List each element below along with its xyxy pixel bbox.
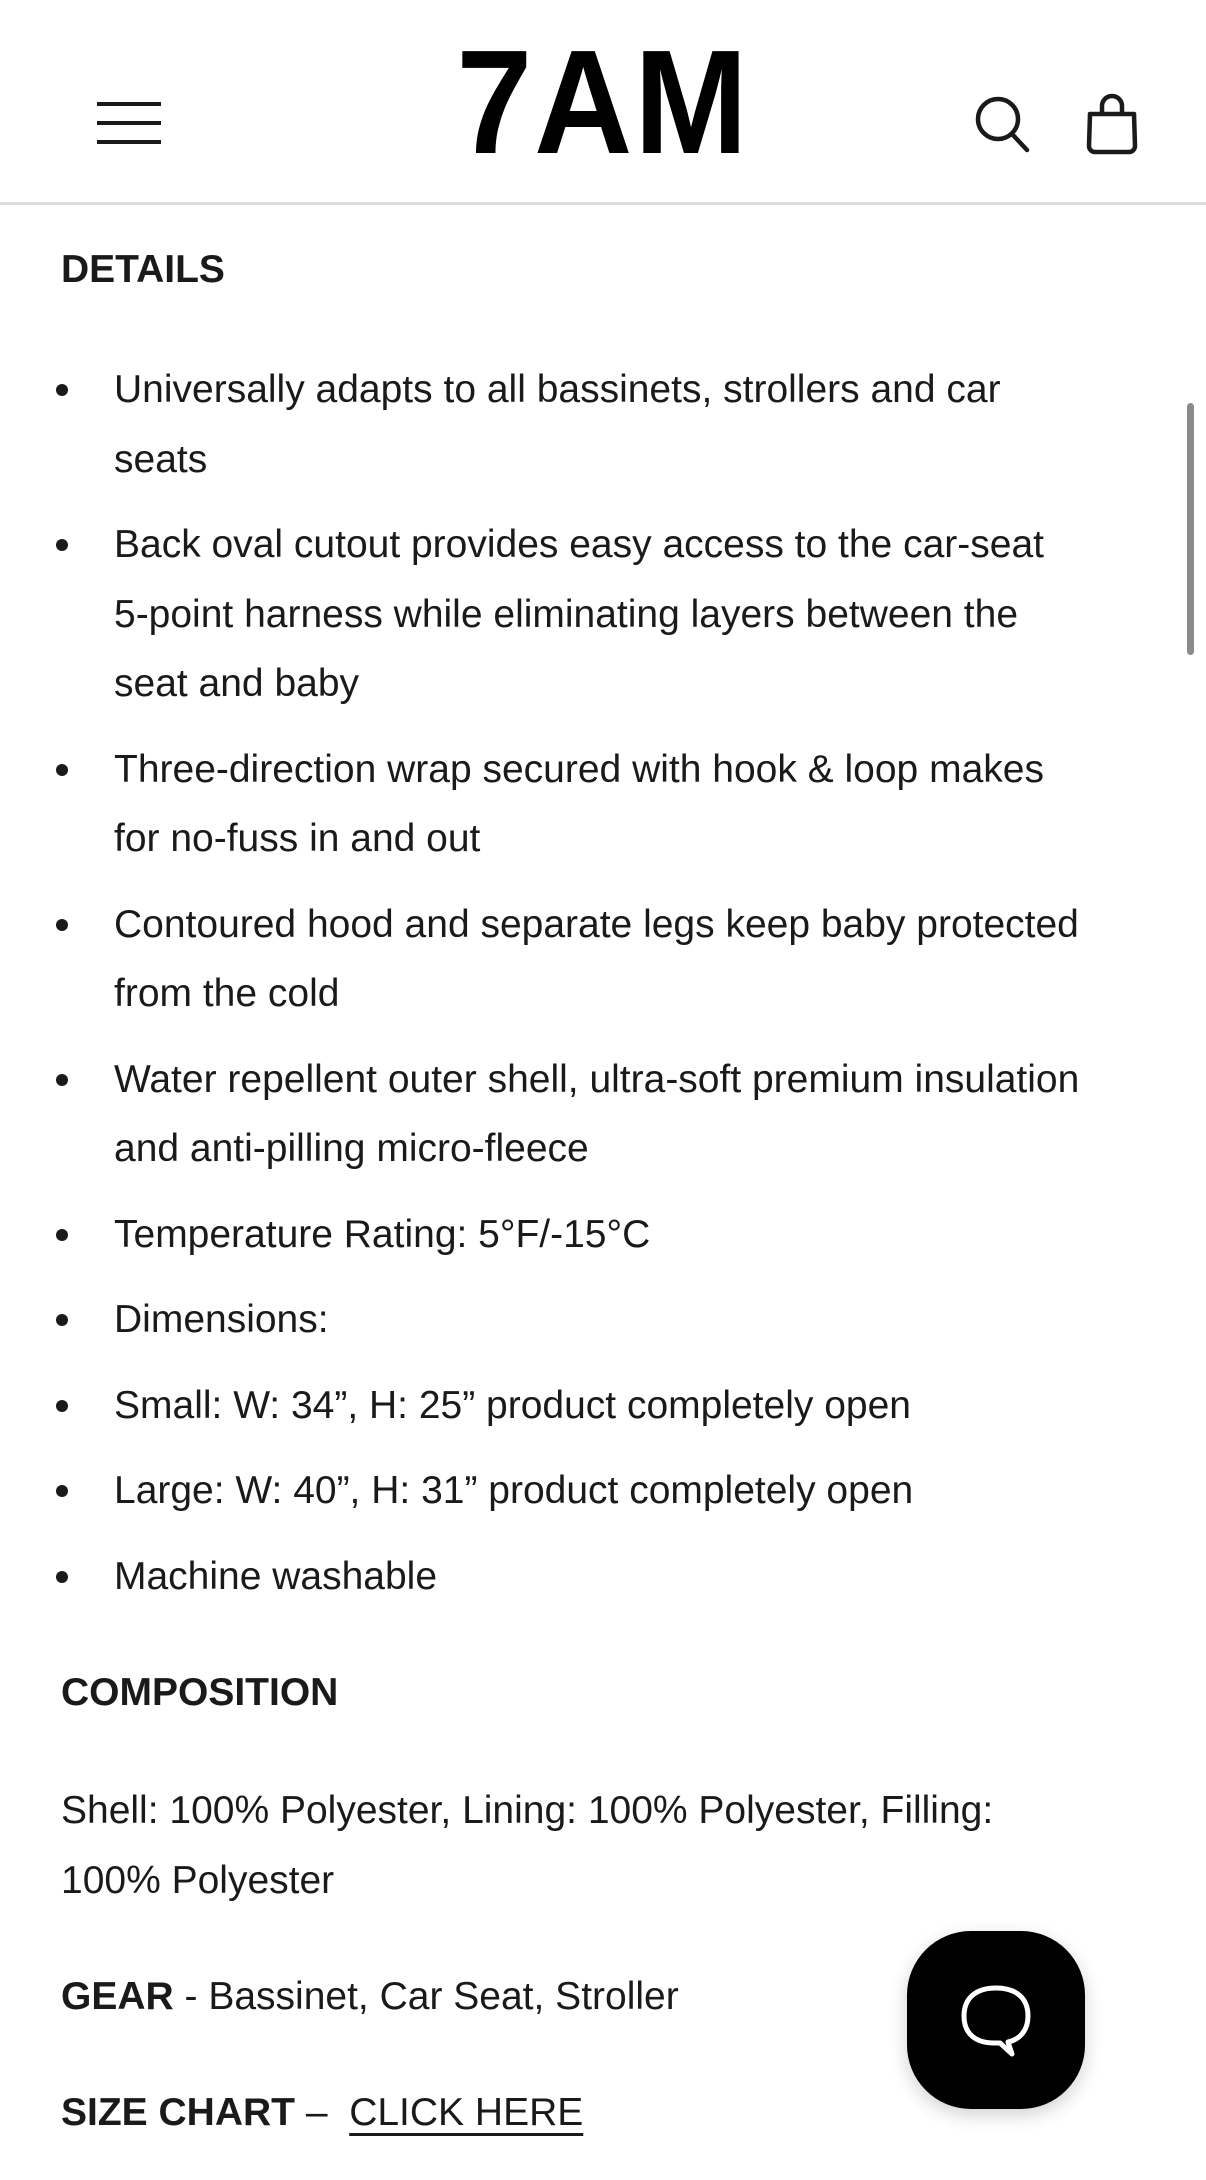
list-item: Back oval cutout provides easy access to the car-seat 5-point harness while eliminating layers between the seat and baby [0, 510, 1085, 719]
size-chart-separator: – [295, 2091, 350, 2134]
list-item: Three-direction wrap secured with hook & loop makes for no-fuss in and out [0, 735, 1085, 874]
list-item: Water repellent outer shell, ultra-soft premium insulation and anti-pilling micro-fleece [0, 1045, 1085, 1184]
details-heading: DETAILS [61, 248, 225, 291]
list-item: Large: W: 40”, H: 31” product completely open [0, 1456, 1085, 1526]
logo[interactable]: 7AM [456, 20, 750, 185]
gear-label: GEAR [61, 1975, 174, 2018]
composition-text: Shell: 100% Polyester, Lining: 100% Polyester, Filling: 100% Polyester [61, 1789, 994, 1902]
list-item: Contoured hood and separate legs keep baby protected from the cold [0, 890, 1085, 1029]
details-list [0, 355, 1085, 1627]
list-item: Temperature Rating: 5°F/-15°C [0, 1200, 1085, 1270]
list-item: Small: W: 34”, H: 25” product completely open [0, 1371, 1085, 1441]
shopping-bag-icon[interactable] [1082, 92, 1142, 156]
chat-bubble-icon [956, 1980, 1036, 2060]
composition-heading: COMPOSITION [61, 1671, 339, 1714]
gear-text: - Bassinet, Car Seat, Stroller [173, 1975, 679, 2018]
size-chart-label: SIZE CHART [61, 2091, 295, 2134]
list-item: Universally adapts to all bassinets, strollers and car seats [0, 355, 1085, 494]
site-header [0, 0, 1206, 205]
size-chart-link[interactable]: CLICK HERE [349, 2091, 584, 2134]
list-item: Machine washable [0, 1542, 1085, 1612]
list-item: Dimensions: [0, 1285, 1085, 1355]
search-icon[interactable] [972, 92, 1032, 156]
scrollbar[interactable] [1187, 403, 1194, 655]
chat-button[interactable] [907, 1931, 1085, 2109]
